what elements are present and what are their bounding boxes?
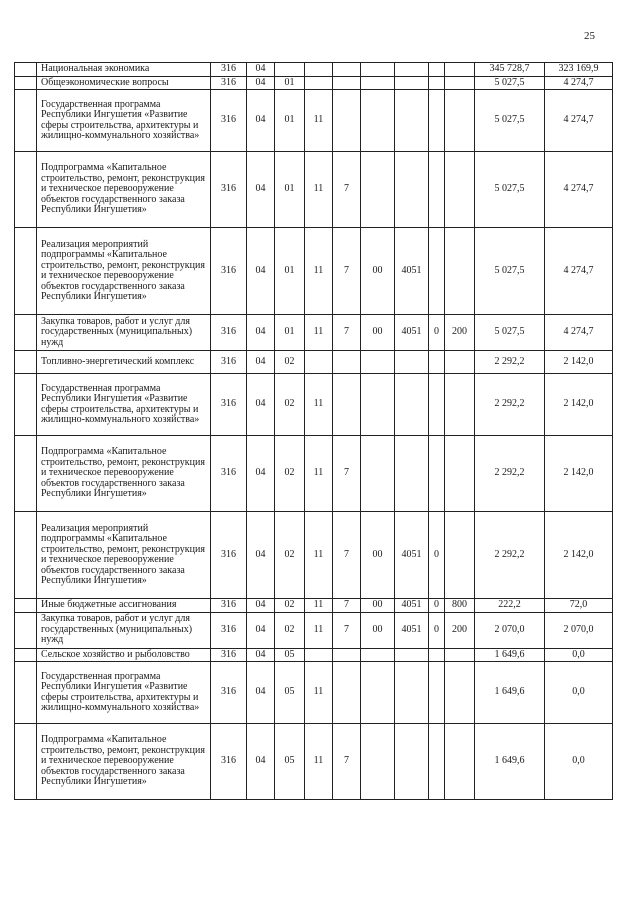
amount-2018-cell: 1 649,6 — [475, 648, 545, 662]
code-event-cell — [361, 374, 395, 436]
code-ministry-cell: 316 — [211, 599, 247, 613]
code-program-cell: 11 — [305, 152, 333, 228]
code-program-cell: 11 — [305, 512, 333, 599]
table-row — [15, 76, 613, 90]
code-section-cell: 04 — [247, 63, 275, 77]
code-subprogram-cell — [333, 90, 361, 152]
code-event-cell — [361, 152, 395, 228]
code-event-cell — [361, 648, 395, 662]
code-subsection-cell: 05 — [275, 662, 305, 724]
amount-2018-cell: 5 027,5 — [475, 152, 545, 228]
code-event-cell — [361, 724, 395, 800]
code-ministry-cell: 316 — [211, 612, 247, 648]
code-ministry-cell: 316 — [211, 152, 247, 228]
code-extra-cell — [429, 648, 445, 662]
row-number-cell — [15, 662, 37, 724]
code-event-cell: 00 — [361, 315, 395, 351]
amount-2018-cell: 2 070,0 — [475, 612, 545, 648]
code-section-cell: 04 — [247, 374, 275, 436]
code-event-cell — [361, 436, 395, 512]
code-extra-cell: 0 — [429, 315, 445, 351]
code-subsection-cell: 05 — [275, 648, 305, 662]
code-section-cell: 04 — [247, 512, 275, 599]
code-ministry-cell: 316 — [211, 63, 247, 77]
code-subsection-cell: 02 — [275, 374, 305, 436]
item-name-cell: Общеэкономические вопросы — [37, 76, 211, 90]
code-expense-type-cell — [445, 63, 475, 77]
code-direction-cell — [395, 648, 429, 662]
code-event-cell — [361, 90, 395, 152]
code-program-cell: 11 — [305, 612, 333, 648]
item-name-cell: Реализация мероприятий подпрограммы «Капитальное строительство, ремонт, реконструкция и техническое перевооружение объектов государственного заказа Республики Ингушетия» — [37, 228, 211, 315]
item-name-cell: Закупка товаров, работ и услуг для государственных (муниципальных) нужд — [37, 315, 211, 351]
code-direction-cell: 4051 — [395, 315, 429, 351]
row-number-cell — [15, 315, 37, 351]
code-program-cell — [305, 648, 333, 662]
code-program-cell: 11 — [305, 724, 333, 800]
code-ministry-cell: 316 — [211, 724, 247, 800]
code-ministry-cell: 316 — [211, 374, 247, 436]
code-expense-type-cell — [445, 351, 475, 374]
code-expense-type-cell — [445, 374, 475, 436]
code-expense-type-cell: 200 — [445, 612, 475, 648]
amount-2018-cell: 2 292,2 — [475, 374, 545, 436]
code-direction-cell — [395, 374, 429, 436]
code-section-cell: 04 — [247, 648, 275, 662]
amount-2018-cell: 222,2 — [475, 599, 545, 613]
amount-2019-cell: 2 142,0 — [545, 512, 613, 599]
code-subprogram-cell: 7 — [333, 612, 361, 648]
code-direction-cell — [395, 76, 429, 90]
code-subsection-cell: 01 — [275, 152, 305, 228]
code-ministry-cell: 316 — [211, 315, 247, 351]
item-name-cell: Реализация мероприятий подпрограммы «Капитальное строительство, ремонт, реконструкция и техническое перевооружение объектов государственного заказа Республики Ингушетия» — [37, 512, 211, 599]
code-event-cell — [361, 351, 395, 374]
code-subprogram-cell — [333, 351, 361, 374]
item-name-cell: Сельское хозяйство и рыболовство — [37, 648, 211, 662]
amount-2018-cell: 1 649,6 — [475, 662, 545, 724]
code-extra-cell — [429, 63, 445, 77]
table-row — [15, 612, 613, 648]
amount-2019-cell: 4 274,7 — [545, 228, 613, 315]
row-number-cell — [15, 374, 37, 436]
code-expense-type-cell — [445, 662, 475, 724]
code-subprogram-cell — [333, 662, 361, 724]
code-section-cell: 04 — [247, 599, 275, 613]
code-ministry-cell: 316 — [211, 648, 247, 662]
code-direction-cell — [395, 662, 429, 724]
code-direction-cell: 4051 — [395, 599, 429, 613]
code-expense-type-cell — [445, 436, 475, 512]
item-name-cell: Иные бюджетные ассигнования — [37, 599, 211, 613]
code-event-cell: 00 — [361, 228, 395, 315]
row-number-cell — [15, 512, 37, 599]
code-program-cell — [305, 351, 333, 374]
amount-2019-cell: 4 274,7 — [545, 76, 613, 90]
table-row — [15, 599, 613, 613]
code-extra-cell — [429, 724, 445, 800]
code-program-cell: 11 — [305, 599, 333, 613]
table-row — [15, 512, 613, 599]
amount-2019-cell: 2 142,0 — [545, 351, 613, 374]
code-program-cell: 11 — [305, 315, 333, 351]
amount-2018-cell: 2 292,2 — [475, 436, 545, 512]
code-subprogram-cell: 7 — [333, 724, 361, 800]
code-subprogram-cell: 7 — [333, 436, 361, 512]
table-row — [15, 90, 613, 152]
code-section-cell: 04 — [247, 76, 275, 90]
amount-2018-cell: 5 027,5 — [475, 76, 545, 90]
row-number-cell — [15, 63, 37, 77]
item-name-cell: Закупка товаров, работ и услуг для государственных (муниципальных) нужд — [37, 612, 211, 648]
item-name-cell: Подпрограмма «Капитальное строительство, ремонт, реконструкция и техническое перевооружение объектов государственного заказа Республики Ингушетия» — [37, 436, 211, 512]
code-subsection-cell: 02 — [275, 599, 305, 613]
code-direction-cell — [395, 152, 429, 228]
code-event-cell: 00 — [361, 512, 395, 599]
item-name-cell: Государственная программа Республики Ингушетия «Развитие сферы строительства, архитектуры и жилищно-коммунального хозяйства» — [37, 90, 211, 152]
code-ministry-cell: 316 — [211, 662, 247, 724]
code-extra-cell — [429, 662, 445, 724]
table-row — [15, 63, 613, 77]
code-extra-cell — [429, 90, 445, 152]
code-expense-type-cell: 800 — [445, 599, 475, 613]
amount-2018-cell: 345 728,7 — [475, 63, 545, 77]
row-number-cell — [15, 436, 37, 512]
code-section-cell: 04 — [247, 662, 275, 724]
code-direction-cell — [395, 63, 429, 77]
table-row — [15, 724, 613, 800]
item-name-cell: Государственная программа Республики Ингушетия «Развитие сферы строительства, архитектуры и жилищно-коммунального хозяйства» — [37, 662, 211, 724]
code-extra-cell: 0 — [429, 512, 445, 599]
table-row — [15, 152, 613, 228]
budget-table — [14, 62, 613, 800]
code-section-cell: 04 — [247, 351, 275, 374]
code-subsection-cell — [275, 63, 305, 77]
row-number-cell — [15, 599, 37, 613]
row-number-cell — [15, 724, 37, 800]
item-name-cell: Топливно-энергетический комплекс — [37, 351, 211, 374]
code-subprogram-cell — [333, 76, 361, 90]
code-subsection-cell: 02 — [275, 436, 305, 512]
code-expense-type-cell: 200 — [445, 315, 475, 351]
code-subsection-cell: 02 — [275, 351, 305, 374]
code-extra-cell — [429, 436, 445, 512]
code-subprogram-cell: 7 — [333, 228, 361, 315]
code-event-cell — [361, 76, 395, 90]
amount-2019-cell: 2 142,0 — [545, 374, 613, 436]
amount-2019-cell: 0,0 — [545, 662, 613, 724]
code-program-cell: 11 — [305, 374, 333, 436]
code-ministry-cell: 316 — [211, 228, 247, 315]
code-expense-type-cell — [445, 90, 475, 152]
code-ministry-cell: 316 — [211, 351, 247, 374]
code-expense-type-cell — [445, 648, 475, 662]
row-number-cell — [15, 648, 37, 662]
code-extra-cell: 0 — [429, 612, 445, 648]
amount-2018-cell: 5 027,5 — [475, 315, 545, 351]
code-section-cell: 04 — [247, 228, 275, 315]
code-expense-type-cell — [445, 512, 475, 599]
code-extra-cell: 0 — [429, 599, 445, 613]
amount-2018-cell: 5 027,5 — [475, 90, 545, 152]
code-subsection-cell: 01 — [275, 228, 305, 315]
code-subprogram-cell — [333, 63, 361, 77]
code-event-cell: 00 — [361, 599, 395, 613]
item-name-cell: Подпрограмма «Капитальное строительство, ремонт, реконструкция и техническое перевооружение объектов государственного заказа Республики Ингушетия» — [37, 152, 211, 228]
amount-2019-cell: 72,0 — [545, 599, 613, 613]
code-expense-type-cell — [445, 724, 475, 800]
code-extra-cell — [429, 228, 445, 315]
code-ministry-cell: 316 — [211, 436, 247, 512]
row-number-cell — [15, 228, 37, 315]
code-direction-cell — [395, 90, 429, 152]
code-program-cell: 11 — [305, 228, 333, 315]
code-extra-cell — [429, 152, 445, 228]
code-direction-cell: 4051 — [395, 512, 429, 599]
table-row — [15, 662, 613, 724]
code-direction-cell: 4051 — [395, 228, 429, 315]
budget-table-body — [15, 63, 613, 800]
code-direction-cell — [395, 724, 429, 800]
amount-2018-cell: 2 292,2 — [475, 512, 545, 599]
code-extra-cell — [429, 76, 445, 90]
amount-2019-cell: 2 142,0 — [545, 436, 613, 512]
code-program-cell: 11 — [305, 662, 333, 724]
row-number-cell — [15, 76, 37, 90]
code-subsection-cell: 05 — [275, 724, 305, 800]
code-section-cell: 04 — [247, 315, 275, 351]
row-number-cell — [15, 90, 37, 152]
code-section-cell: 04 — [247, 90, 275, 152]
code-direction-cell — [395, 436, 429, 512]
code-expense-type-cell — [445, 228, 475, 315]
row-number-cell — [15, 152, 37, 228]
code-program-cell: 11 — [305, 436, 333, 512]
code-direction-cell: 4051 — [395, 612, 429, 648]
amount-2019-cell: 4 274,7 — [545, 315, 613, 351]
item-name-cell: Государственная программа Республики Ингушетия «Развитие сферы строительства, архитектуры и жилищно-коммунального хозяйства» — [37, 374, 211, 436]
table-row — [15, 374, 613, 436]
code-subsection-cell: 02 — [275, 512, 305, 599]
code-subsection-cell: 01 — [275, 315, 305, 351]
code-extra-cell — [429, 374, 445, 436]
code-program-cell: 11 — [305, 90, 333, 152]
code-subprogram-cell: 7 — [333, 315, 361, 351]
code-extra-cell — [429, 351, 445, 374]
code-ministry-cell: 316 — [211, 512, 247, 599]
code-event-cell — [361, 63, 395, 77]
amount-2019-cell: 4 274,7 — [545, 152, 613, 228]
code-expense-type-cell — [445, 76, 475, 90]
table-row — [15, 228, 613, 315]
item-name-cell: Подпрограмма «Капитальное строительство, ремонт, реконструкция и техническое перевооружение объектов государственного заказа Республики Ингушетия» — [37, 724, 211, 800]
code-subprogram-cell — [333, 648, 361, 662]
code-ministry-cell: 316 — [211, 76, 247, 90]
amount-2018-cell: 5 027,5 — [475, 228, 545, 315]
table-row — [15, 351, 613, 374]
code-event-cell: 00 — [361, 612, 395, 648]
code-subsection-cell: 01 — [275, 90, 305, 152]
amount-2018-cell: 2 292,2 — [475, 351, 545, 374]
code-subprogram-cell: 7 — [333, 512, 361, 599]
page-number: 25 — [584, 30, 595, 42]
code-program-cell — [305, 63, 333, 77]
amount-2019-cell: 4 274,7 — [545, 90, 613, 152]
code-subsection-cell: 02 — [275, 612, 305, 648]
code-subprogram-cell — [333, 374, 361, 436]
code-program-cell — [305, 76, 333, 90]
table-row — [15, 315, 613, 351]
code-event-cell — [361, 662, 395, 724]
amount-2018-cell: 1 649,6 — [475, 724, 545, 800]
code-ministry-cell: 316 — [211, 90, 247, 152]
code-direction-cell — [395, 351, 429, 374]
code-section-cell: 04 — [247, 152, 275, 228]
amount-2019-cell: 0,0 — [545, 648, 613, 662]
table-row — [15, 436, 613, 512]
amount-2019-cell: 323 169,9 — [545, 63, 613, 77]
amount-2019-cell: 2 070,0 — [545, 612, 613, 648]
code-subsection-cell: 01 — [275, 76, 305, 90]
code-subprogram-cell: 7 — [333, 599, 361, 613]
code-section-cell: 04 — [247, 436, 275, 512]
code-section-cell: 04 — [247, 612, 275, 648]
table-row — [15, 648, 613, 662]
amount-2019-cell: 0,0 — [545, 724, 613, 800]
code-expense-type-cell — [445, 152, 475, 228]
code-section-cell: 04 — [247, 724, 275, 800]
row-number-cell — [15, 351, 37, 374]
item-name-cell: Национальная экономика — [37, 63, 211, 77]
row-number-cell — [15, 612, 37, 648]
code-subprogram-cell: 7 — [333, 152, 361, 228]
